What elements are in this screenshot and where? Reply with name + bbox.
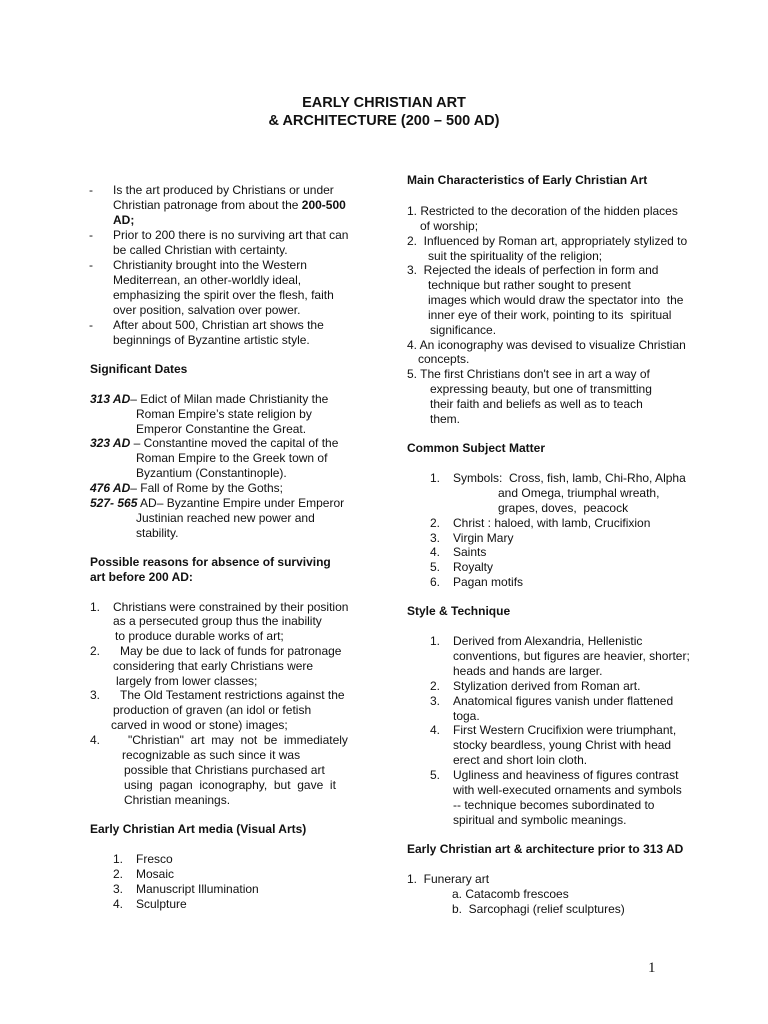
reason-text: carved in wood or stone) images;: [111, 718, 288, 732]
characteristic-text: inner eye of their work, pointing to its spiritual: [428, 308, 672, 322]
subject-text: Royalty: [453, 560, 494, 574]
bullet-dash: -: [89, 318, 93, 332]
characteristic-text: 3. Rejected the ideals of perfection in form and: [407, 263, 659, 277]
list-number: 2.: [113, 867, 124, 881]
intro-text: After about 500, Christian art shows the: [113, 318, 324, 332]
intro-text: beginnings of Byzantine artistic style.: [113, 333, 310, 347]
characteristic-text: 2. Influenced by Roman art, appropriately stylized to: [407, 234, 688, 248]
style-text: conventions, but figures are heavier, shorter;: [453, 649, 690, 663]
subject-text: Virgin Mary: [453, 531, 514, 545]
list-number: 2.: [430, 679, 441, 693]
document-title-line1: EARLY CHRISTIAN ART: [302, 95, 466, 111]
characteristic-text: them.: [430, 412, 461, 426]
characteristic-text: 4. An iconography was devised to visualize Christian: [407, 338, 686, 352]
style-text: toga.: [453, 709, 480, 723]
list-item: Fresco: [136, 852, 173, 866]
list-number: 3.: [430, 694, 441, 708]
list-item: Manuscript Illumination: [136, 882, 259, 896]
prior-item: 1. Funerary art: [407, 872, 490, 886]
style-text: with well-executed ornaments and symbols: [453, 783, 682, 797]
section-heading: art before 200 AD:: [90, 570, 193, 584]
list-number: 4.: [90, 733, 101, 747]
style-text: heads and hands are larger.: [453, 664, 603, 678]
section-heading: Possible reasons for absence of surviving: [90, 555, 331, 569]
reason-text: using pagan iconography, but gave it: [124, 778, 336, 792]
characteristic-text: of worship;: [420, 219, 479, 233]
reason-text: The Old Testament restrictions against the: [120, 688, 345, 702]
date-text: Byzantium (Constantinople).: [136, 466, 287, 480]
list-item: Sculpture: [136, 897, 187, 911]
bullet-dash: -: [89, 258, 93, 272]
reason-text: as a persecuted group thus the inability: [113, 614, 322, 628]
date-entry: 527- 565 AD– Byzantine Empire under Emperor: [90, 496, 345, 510]
reason-text: Christian meanings.: [124, 793, 231, 807]
reason-text: recognizable as such since it was: [122, 748, 301, 762]
characteristic-text: suit the spirituality of the religion;: [428, 249, 603, 263]
characteristic-text: significance.: [430, 323, 497, 337]
reason-text: largely from lower classes;: [116, 674, 258, 688]
reason-text: to produce durable works of art;: [115, 629, 284, 643]
style-text: Ugliness and heaviness of figures contrast: [453, 768, 679, 782]
list-number: 4.: [113, 897, 124, 911]
reason-text: considering that early Christians were: [113, 659, 314, 673]
date-text: stability.: [136, 526, 179, 540]
list-number: 6.: [430, 575, 441, 589]
subject-text: Saints: [453, 545, 487, 559]
section-heading: Style & Technique: [407, 604, 511, 618]
characteristic-text: their faith and beliefs as well as to teach: [430, 397, 643, 411]
intro-text: be called Christian with certainty.: [113, 243, 288, 257]
characteristic-text: expressing beauty, but one of transmitting: [430, 382, 652, 396]
prior-subitem: a. Catacomb frescoes: [452, 887, 569, 901]
list-number: 5.: [430, 560, 441, 574]
list-number: 1.: [430, 471, 441, 485]
date-text: Roman Empire to the Greek town of: [136, 451, 328, 465]
date-entry: 323 AD – Constantine moved the capital of the: [90, 436, 339, 450]
intro-text: over position, salvation over power.: [113, 303, 301, 317]
characteristic-text: 5. The first Christians don't see in art a way of: [407, 367, 650, 381]
style-text: spiritual and symbolic meanings.: [453, 813, 627, 827]
characteristic-text: images which would draw the spectator into the: [428, 293, 684, 307]
section-heading: Early Christian Art media (Visual Arts): [90, 822, 307, 836]
section-heading: Early Christian art & architecture prior to 313 AD: [407, 842, 684, 856]
date-text: Roman Empire’s state religion by: [136, 407, 312, 421]
section-heading: Common Subject Matter: [407, 441, 546, 455]
subject-text: Pagan motifs: [453, 575, 524, 589]
characteristic-text: 1. Restricted to the decoration of the hidden places: [407, 204, 678, 218]
style-text: Derived from Alexandria, Hellenistic: [453, 634, 643, 648]
subject-text: Symbols: Cross, fish, lamb, Chi-Rho, Alpha: [453, 471, 686, 485]
intro-text: Is the art produced by Christians or under: [113, 183, 334, 197]
intro-text: AD;: [113, 213, 135, 227]
document-title-line2: & ARCHITECTURE (200 – 500 AD): [268, 113, 500, 129]
page-number: 1: [648, 960, 656, 976]
list-number: 3.: [430, 531, 441, 545]
reason-text: "Christian" art may not be immediately: [128, 733, 348, 747]
date-entry: 313 AD– Edict of Milan made Christianity the: [90, 392, 329, 406]
reason-text: possible that Christians purchased art: [124, 763, 325, 777]
list-number: 1.: [113, 852, 124, 866]
list-item: Mosaic: [136, 867, 175, 881]
reason-text: May be due to lack of funds for patronage: [120, 644, 342, 658]
section-heading: Main Characteristics of Early Christian Art: [407, 173, 648, 187]
style-text: First Western Crucifixion were triumphant,: [453, 723, 677, 737]
intro-text: emphasizing the spirit over the flesh, faith: [113, 288, 334, 302]
bullet-dash: -: [89, 228, 93, 242]
list-number: 1.: [90, 600, 101, 614]
section-heading: Significant Dates: [90, 362, 188, 376]
list-number: 5.: [430, 768, 441, 782]
characteristic-text: technique but rather sought to present: [428, 278, 631, 292]
style-text: Anatomical figures vanish under flattened: [453, 694, 674, 708]
list-number: 2.: [430, 516, 441, 530]
date-text: Emperor Constantine the Great.: [136, 422, 307, 436]
list-number: 4.: [430, 723, 441, 737]
characteristic-text: concepts.: [418, 352, 470, 366]
intro-text: Christian patronage from about the 200-500: [113, 198, 346, 212]
intro-text: Prior to 200 there is no surviving art that can: [113, 228, 349, 242]
intro-text: Mediterrean, an other-worldly ideal,: [113, 273, 302, 287]
date-entry: 476 AD– Fall of Rome by the Goths;: [90, 481, 283, 495]
reason-text: Christians were constrained by their position: [113, 600, 349, 614]
subject-text: Christ : haloed, with lamb, Crucifixion: [453, 516, 651, 530]
prior-subitem: b. Sarcophagi (relief sculptures): [452, 902, 625, 916]
date-text: Justinian reached new power and: [136, 511, 315, 525]
list-number: 2.: [90, 644, 101, 658]
list-number: 3.: [113, 882, 124, 896]
style-text: -- technique becomes subordinated to: [453, 798, 655, 812]
style-text: Stylization derived from Roman art.: [453, 679, 641, 693]
style-text: stocky beardless, young Christ with head: [453, 738, 672, 752]
subject-text: and Omega, triumphal wreath,: [498, 486, 660, 500]
subject-text: grapes, doves, peacock: [498, 501, 629, 515]
bullet-dash: -: [89, 183, 93, 197]
list-number: 1.: [430, 634, 441, 648]
list-number: 3.: [90, 688, 101, 702]
list-number: 4.: [430, 545, 441, 559]
style-text: erect and short loin cloth.: [453, 753, 588, 767]
intro-text: Christianity brought into the Western: [113, 258, 307, 272]
reason-text: production of graven (an idol or fetish: [113, 703, 312, 717]
